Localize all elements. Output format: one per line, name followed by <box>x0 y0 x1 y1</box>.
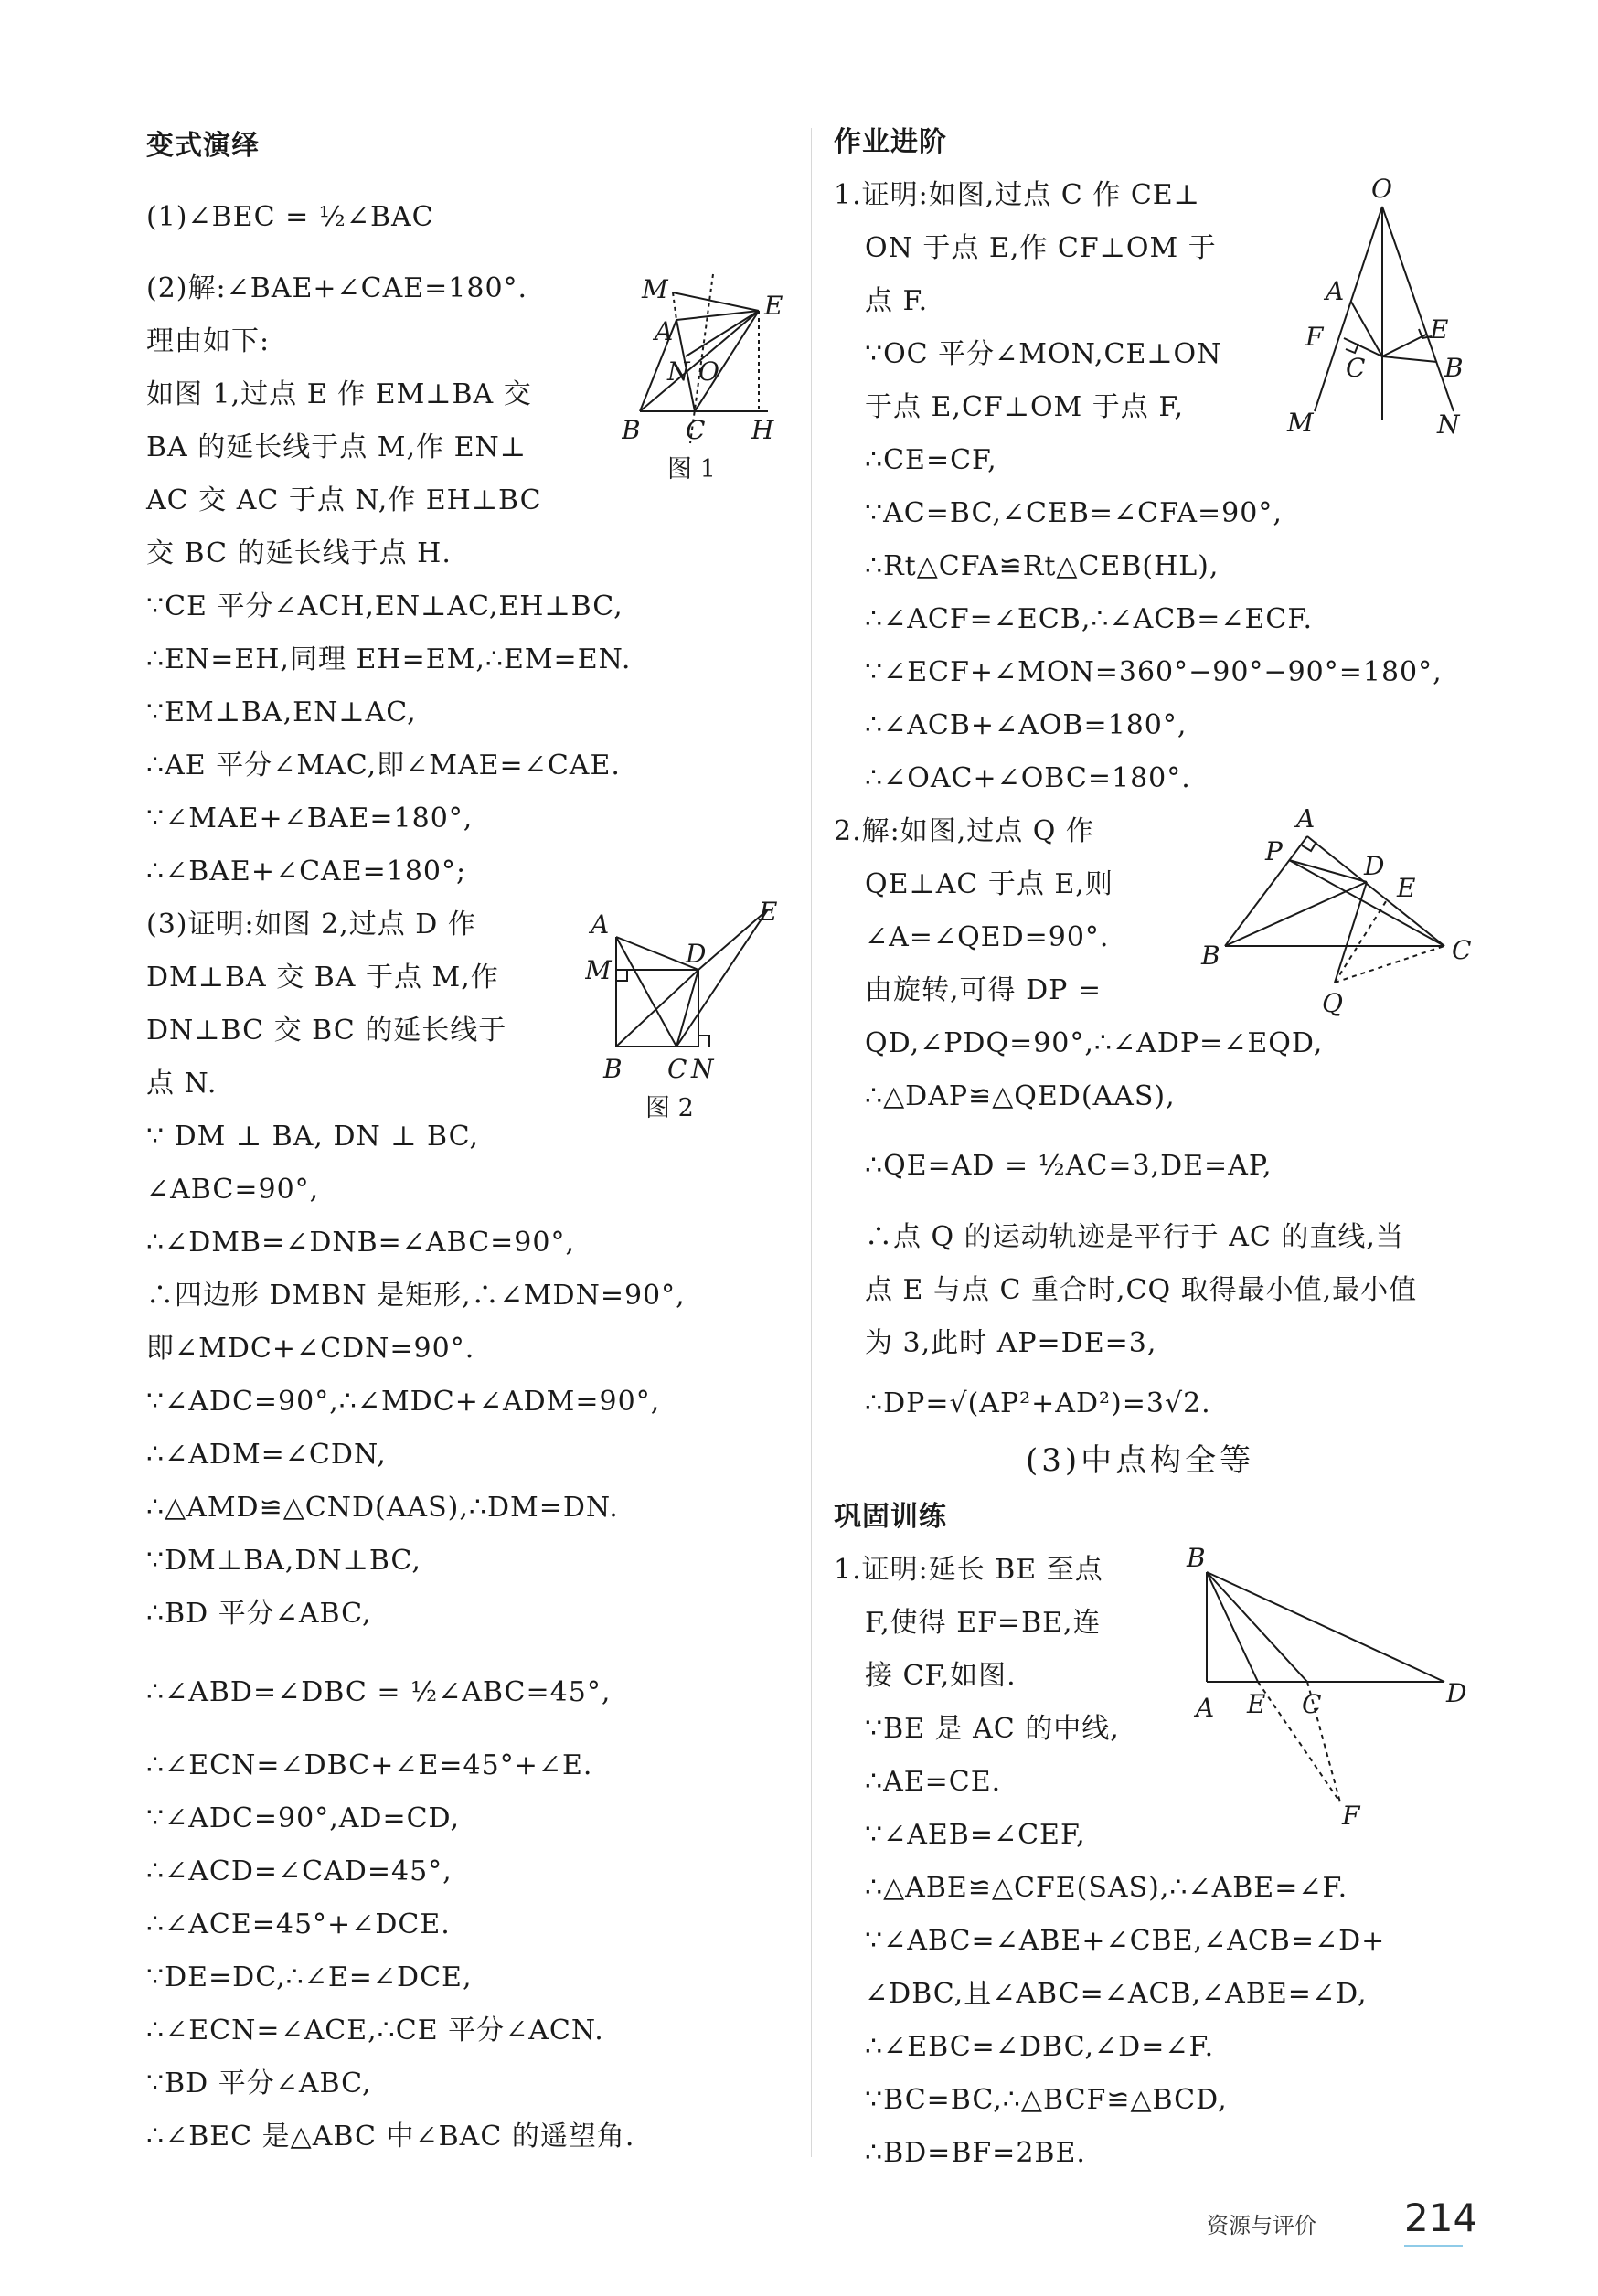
fig-rot-label: B <box>1201 941 1220 971</box>
text-line: ∠A=∠QED=90°. <box>865 921 1110 953</box>
text-line: 交 BC 的延长线于点 H. <box>146 537 452 569</box>
fig2-label: A <box>591 909 610 940</box>
text-line: ∴∠ACE=45°+∠DCE. <box>146 1908 451 1940</box>
section-heading: 作业进阶 <box>834 126 947 158</box>
text-line: ∵∠ADC=90°,∴∠MDC+∠ADM=90°, <box>146 1386 661 1418</box>
text-line: ∴∠ACF=∠ECB,∴∠ACB=∠ECF. <box>865 603 1314 635</box>
text-line: ∵∠ECF+∠MON=360°−90°−90°=180°, <box>865 656 1443 688</box>
fig-rot-label: A <box>1296 809 1316 834</box>
fig-rot-label: P <box>1265 836 1283 866</box>
section-title: (3)中点构全等 <box>1026 1442 1255 1479</box>
text-line: ∵DM⊥BA,DN⊥BC, <box>146 1545 421 1577</box>
text-line: 理由如下: <box>146 325 271 357</box>
fig1-label: A <box>655 316 674 346</box>
column-divider <box>811 128 812 2157</box>
fig1-label: E <box>764 291 783 321</box>
text-line: ∴∠ACB+∠AOB=180°, <box>865 709 1188 741</box>
text-line: (3)证明:如图 2,过点 D 作 <box>146 909 476 941</box>
fig-mid-label: C <box>1302 1689 1322 1719</box>
fig-omn-label: C <box>1346 353 1366 383</box>
text-line: ∴∠ECN=∠DBC+∠E=45°+∠E. <box>146 1749 593 1781</box>
fig-omn-label: B <box>1444 353 1464 383</box>
text-line: 由旋转,可得 DP = <box>865 974 1102 1006</box>
text-line: ON 于点 E,作 CF⊥OM 于 <box>865 232 1217 264</box>
text-line: ∴BD 平分∠ABC, <box>146 1598 372 1630</box>
text-line: ∴∠OAC+∠OBC=180°. <box>865 762 1191 794</box>
figure-1 <box>622 265 795 494</box>
text-line: ∴∠ADM=∠CDN, <box>146 1439 387 1471</box>
text-line: ∴∠ABD=∠DBC = ½∠ABC=45°, <box>146 1676 612 1708</box>
fig2-label: N <box>691 1054 714 1084</box>
fig-omn-label: A <box>1326 276 1345 306</box>
text-line: (2)解:∠BAE+∠CAE=180°. <box>146 272 528 304</box>
text-line: ∴点 Q 的运动轨迹是平行于 AC 的直线,当 <box>865 1221 1404 1253</box>
text-line: ∴△DAP≌△QED(AAS), <box>865 1080 1176 1112</box>
fig1-label: C <box>686 415 706 445</box>
fig-omn-label: M <box>1287 408 1314 438</box>
text-line: ∵OC 平分∠MON,CE⊥ON <box>865 338 1222 370</box>
text-line: ∴△AMD≌△CND(AAS),∴DM=DN. <box>146 1492 619 1524</box>
text-line: ∵∠MAE+∠BAE=180°, <box>146 803 474 834</box>
fig-omn-label: F <box>1305 322 1324 352</box>
fig2-caption: 图 2 <box>645 1094 694 1122</box>
text-line: ∴CE=CF, <box>865 444 997 476</box>
fig1-caption: 图 1 <box>667 455 716 484</box>
fig2-label: E <box>759 900 778 927</box>
text-line: ∠DBC,且∠ABC=∠ACB,∠ABE=∠D, <box>865 1978 1368 2010</box>
text-line: ∴∠BEC 是△ABC 中∠BAC 的遥望角. <box>146 2121 635 2152</box>
text-line: ∴∠ECN=∠ACE,∴CE 平分∠ACN. <box>146 2014 604 2046</box>
fig-rot-label: D <box>1364 851 1385 881</box>
fig1-label: B <box>622 415 641 445</box>
text-line: 2.解:如图,过点 Q 作 <box>834 815 1094 847</box>
text-line: F,使得 EF=BE,连 <box>865 1607 1102 1639</box>
text-line: ∴AE=CE. <box>865 1766 1002 1798</box>
text-line: ∵∠AEB=∠CEF, <box>865 1819 1086 1851</box>
fig-mid-label: A <box>1196 1693 1215 1723</box>
text-line: ∵BE 是 AC 的中线, <box>865 1713 1120 1745</box>
text-line: ∴Rt△CFA≌Rt△CEB(HL), <box>865 550 1220 582</box>
fig1-label: O <box>698 356 719 387</box>
figure-angle-mon <box>1280 174 1490 448</box>
text-line: ∴∠ACD=∠CAD=45°, <box>146 1855 453 1887</box>
fig-omn-label: E <box>1430 314 1449 345</box>
fig2-label: C <box>667 1054 687 1084</box>
fig-mid-label: F <box>1342 1801 1360 1831</box>
text-line: ∴∠BAE+∠CAE=180°; <box>146 856 467 888</box>
text-line: 即∠MDC+∠CDN=90°. <box>146 1333 475 1365</box>
section-heading: 巩固训练 <box>834 1501 947 1533</box>
text-line: DM⊥BA 交 BA 于点 M,作 <box>146 962 499 994</box>
text-line: ∴QE=AD = ½AC=3,DE=AP, <box>865 1150 1273 1182</box>
fig1-label: N <box>667 356 690 387</box>
text-line: ∴∠DMB=∠DNB=∠ABC=90°, <box>146 1227 576 1259</box>
text-line: ∵AC=BC,∠CEB=∠CFA=90°, <box>865 497 1283 529</box>
fig-mid-label: E <box>1247 1689 1266 1719</box>
text-line: 1.证明:延长 BE 至点 <box>834 1554 1103 1586</box>
text-line: 点 E 与点 C 重合时,CQ 取得最小值,最小值 <box>865 1274 1418 1306</box>
fig-mid-label: D <box>1446 1678 1467 1708</box>
text-line: ∵CE 平分∠ACH,EN⊥AC,EH⊥BC, <box>146 590 623 622</box>
text-line: ∴AE 平分∠MAC,即∠MAE=∠CAE. <box>146 749 621 781</box>
text-line: (1)∠BEC = ½∠BAC <box>146 201 434 233</box>
text-line: 点 N. <box>146 1068 218 1100</box>
text-line: ∵ DM ⊥ BA, DN ⊥ BC, <box>146 1121 480 1153</box>
figure-2 <box>585 900 795 1129</box>
text-line: 于点 E,CF⊥OM 于点 F, <box>865 391 1185 423</box>
text-line: 1.证明:如图,过点 C 作 CE⊥ <box>834 179 1200 211</box>
text-line: BA 的延长线于点 M,作 EN⊥ <box>146 431 527 463</box>
text-line: ∴四边形 DMBN 是矩形,∴∠MDN=90°, <box>146 1280 686 1312</box>
text-line: ∴DP=√(AP²+AD²)=3√2. <box>865 1387 1211 1419</box>
text-line: ∠ABC=90°, <box>146 1174 320 1206</box>
fig-omn-label: N <box>1437 409 1460 440</box>
text-line: ∵EM⊥BA,EN⊥AC, <box>146 696 417 728</box>
fig-mid-label: B <box>1187 1545 1206 1573</box>
text-line: ∴BD=BF=2BE. <box>865 2137 1086 2169</box>
fig-omn-label: O <box>1371 174 1392 204</box>
fig2-label: M <box>585 955 612 985</box>
page-number: 214 <box>1404 2195 1478 2240</box>
section-heading: 变式演绎 <box>146 130 260 162</box>
footer-label: 资源与评价 <box>1207 2213 1316 2238</box>
fig1-label: M <box>642 274 668 304</box>
fig-rot-label: Q <box>1322 988 1343 1018</box>
text-line: 为 3,此时 AP=DE=3, <box>865 1327 1157 1359</box>
text-line: QE⊥AC 于点 E,则 <box>865 868 1113 900</box>
text-line: ∵DE=DC,∴∠E=∠DCE, <box>146 1961 473 1993</box>
text-line: 点 F. <box>865 285 929 317</box>
fig1-label: H <box>751 415 774 445</box>
figure-rotation <box>1198 809 1490 1019</box>
text-line: ∴△ABE≌△CFE(SAS),∴∠ABE=∠F. <box>865 1872 1348 1904</box>
fig2-label: B <box>603 1054 623 1084</box>
text-line: AC 交 AC 于点 N,作 EH⊥BC <box>146 484 542 516</box>
text-line: ∵BD 平分∠ABC, <box>146 2067 372 2099</box>
text-line: DN⊥BC 交 BC 的延长线于 <box>146 1015 507 1047</box>
fig-rot-label: C <box>1452 935 1472 965</box>
text-line: ∵BC=BC,∴△BCF≌△BCD, <box>865 2084 1228 2116</box>
fig2-label: D <box>686 939 707 969</box>
text-line: ∴∠EBC=∠DBC,∠D=∠F. <box>865 2031 1215 2063</box>
text-line: QD,∠PDQ=90°,∴∠ADP=∠EQD, <box>865 1027 1324 1059</box>
text-line: ∵∠ABC=∠ABE+∠CBE,∠ACB=∠D+ <box>865 1925 1386 1957</box>
text-line: ∵∠ADC=90°,AD=CD, <box>146 1802 461 1834</box>
figure-midpoint <box>1179 1545 1490 1837</box>
text-line: ∴EN=EH,同理 EH=EM,∴EM=EN. <box>146 643 632 675</box>
footer-underline <box>1404 2245 1463 2247</box>
text-line: 如图 1,过点 E 作 EM⊥BA 交 <box>146 378 532 410</box>
text-line: 接 CF,如图. <box>865 1660 1017 1692</box>
fig-rot-label: E <box>1397 873 1416 903</box>
